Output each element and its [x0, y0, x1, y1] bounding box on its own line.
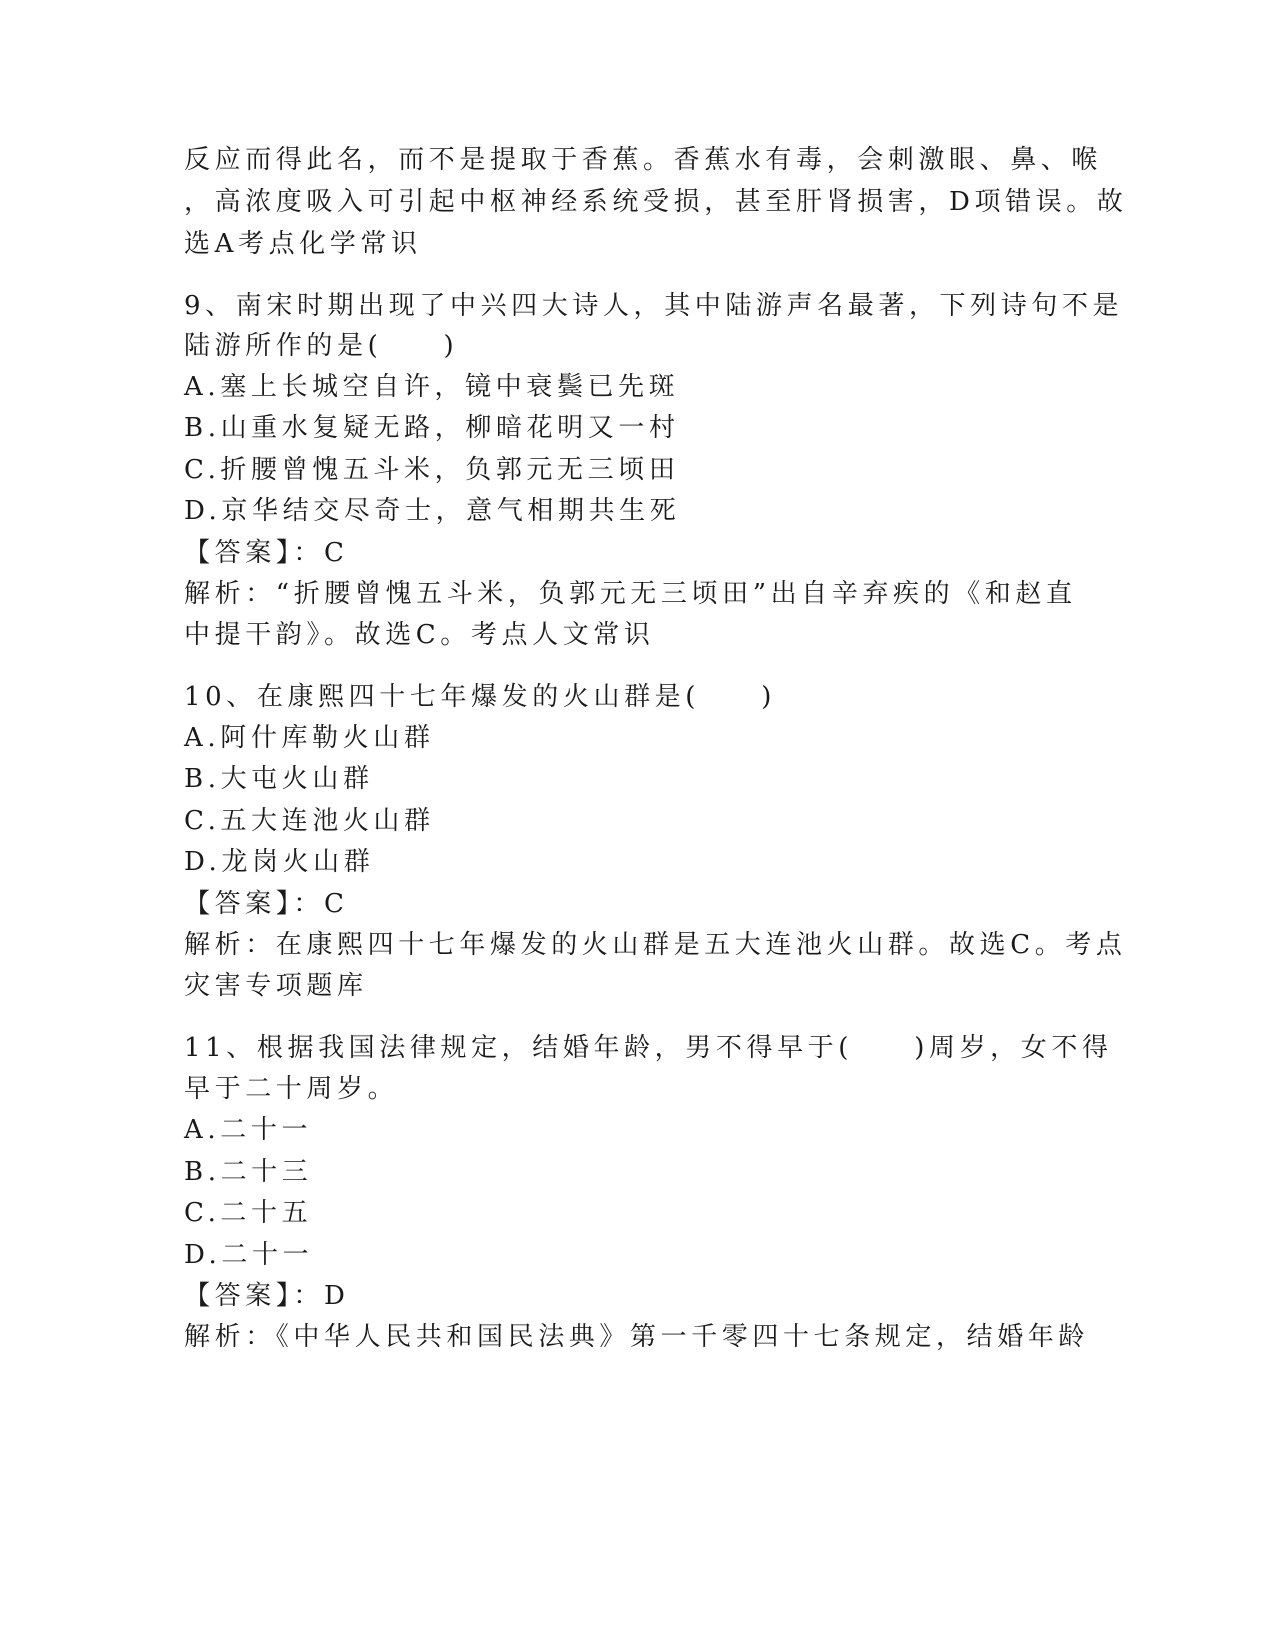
option-a: A.阿什库勒火山群 [184, 723, 435, 753]
option-c: C.二十五 [184, 1198, 313, 1228]
question-10-text: 10、在康熙四十七年爆发的火山群是( ) [184, 682, 776, 712]
answer-line: 【答案】：D [184, 1281, 350, 1311]
option-c: C.五大连池火山群 [184, 806, 435, 836]
explanation-text: 解析：《中华人民共和国民法典》第一千零四十七条规定，结婚年龄 [184, 1322, 1090, 1352]
explanation-text: 解析：在康熙四十七年爆发的火山群是五大连池火山群。故选C。考点 [184, 930, 1127, 960]
option-d: D.龙岗火山群 [184, 847, 375, 877]
option-a: A.塞上长城空自许，镜中衰鬓已先斑 [184, 372, 680, 402]
question-9-text: 陆游所作的是( ) [184, 331, 459, 361]
question-11-text: 早于二十周岁。 [184, 1074, 399, 1104]
question-9-text: 9、南宋时期出现了中兴四大诗人，其中陆游声名最著，下列诗句不是 [184, 291, 1124, 321]
answer-line: 【答案】：C [184, 889, 349, 919]
text-line: 反应而得此名，而不是提取于香蕉。香蕉水有毒，会刺激眼、鼻、喉 [184, 145, 1103, 175]
option-b: B.二十三 [184, 1157, 313, 1187]
option-b: B.大屯火山群 [184, 764, 374, 794]
option-b: B.山重水复疑无路，柳暗花明又一村 [184, 413, 680, 443]
answer-line: 【答案】：C [184, 538, 349, 568]
question-11-text: 11、根据我国法律规定，结婚年龄，男不得早于( )周岁，女不得 [184, 1033, 1113, 1063]
text-line: 选A考点化学常识 [184, 229, 422, 259]
option-a: A.二十一 [184, 1115, 313, 1145]
option-c: C.折腰曾愧五斗米，负郭元无三顷田 [184, 455, 680, 485]
text-line: ，高浓度吸入可引起中枢神经系统受损，甚至肝肾损害，D项错误。故 [184, 187, 1128, 217]
option-d: D.二十一 [184, 1240, 314, 1270]
explanation-text: 解析：“折腰曾愧五斗米，负郭元无三顷田”出自辛弃疾的《和赵直 [184, 579, 1077, 609]
explanation-text: 中提干韵》。故选C。考点人文常识 [184, 620, 655, 650]
option-d: D.京华结交尽奇士，意气相期共生死 [184, 496, 681, 526]
explanation-text: 灾害专项题库 [184, 971, 368, 1001]
